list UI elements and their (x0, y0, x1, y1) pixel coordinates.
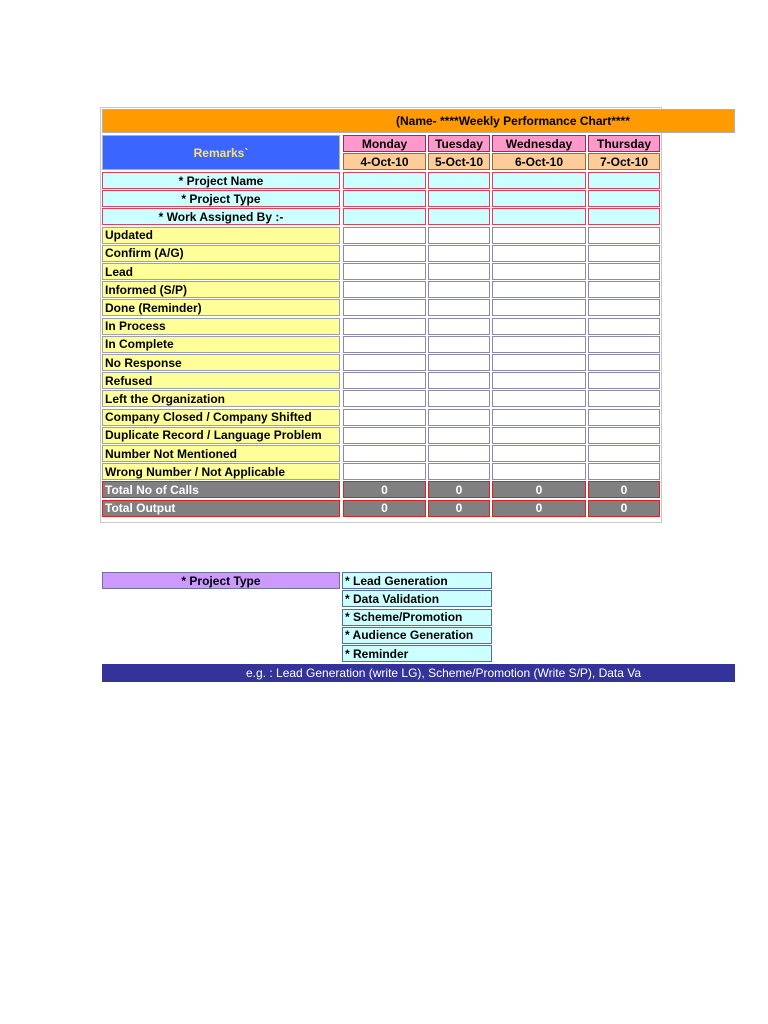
value-cell[interactable] (428, 372, 490, 389)
value-cell[interactable] (343, 372, 426, 389)
date-header: 4-Oct-10 (343, 153, 426, 170)
row-label: * Project Name (102, 172, 340, 189)
row-label: * Project Type (102, 190, 340, 207)
row-label: Lead (102, 263, 340, 280)
sheet-title: (Name- ****Weekly Performance Chart**** (396, 114, 630, 128)
row-label: Wrong Number / Not Applicable (102, 463, 340, 480)
value-cell[interactable] (588, 390, 660, 407)
value-cell[interactable] (588, 318, 660, 335)
value-cell[interactable] (588, 227, 660, 244)
value-cell[interactable] (343, 445, 426, 462)
project-type-option: * Audience Generation (342, 627, 492, 644)
value-cell[interactable] (588, 245, 660, 262)
value-cell[interactable] (343, 463, 426, 480)
row-label: Total No of Calls (102, 481, 340, 498)
row-label: Left the Organization (102, 390, 340, 407)
value-cell[interactable] (492, 281, 586, 298)
value-cell[interactable]: 0 (428, 481, 490, 498)
date-header: 5-Oct-10 (428, 153, 490, 170)
value-cell[interactable] (428, 245, 490, 262)
row-label: Refused (102, 372, 340, 389)
project-type-option: * Data Validation (342, 590, 492, 607)
value-cell[interactable] (343, 190, 426, 207)
value-cell[interactable] (343, 390, 426, 407)
value-cell[interactable] (588, 336, 660, 353)
row-label: Informed (S/P) (102, 281, 340, 298)
value-cell[interactable] (588, 190, 660, 207)
value-cell[interactable] (343, 336, 426, 353)
project-type-option: * Reminder (342, 645, 492, 662)
value-cell[interactable] (588, 463, 660, 480)
value-cell[interactable]: 0 (428, 500, 490, 517)
value-cell[interactable] (343, 409, 426, 426)
row-label: Duplicate Record / Language Problem (102, 427, 340, 444)
value-cell[interactable] (492, 427, 586, 444)
row-label: Company Closed / Company Shifted (102, 409, 340, 426)
day-header: Tuesday (428, 135, 490, 152)
value-cell[interactable] (428, 172, 490, 189)
value-cell[interactable] (428, 336, 490, 353)
value-cell[interactable] (428, 299, 490, 316)
row-label: No Response (102, 354, 340, 371)
value-cell[interactable] (492, 172, 586, 189)
value-cell[interactable] (492, 190, 586, 207)
value-cell[interactable] (343, 281, 426, 298)
value-cell[interactable] (492, 390, 586, 407)
value-cell[interactable] (492, 463, 586, 480)
day-header: Wednesday (492, 135, 586, 152)
value-cell[interactable] (492, 445, 586, 462)
value-cell[interactable] (428, 409, 490, 426)
value-cell[interactable] (343, 227, 426, 244)
value-cell[interactable] (343, 172, 426, 189)
value-cell[interactable] (428, 190, 490, 207)
value-cell[interactable] (492, 263, 586, 280)
project-type-label: * Project Type (102, 572, 340, 589)
value-cell[interactable] (428, 463, 490, 480)
footer-note: e.g. : Lead Generation (write LG), Scheme/Promotion (Write S/P), Data Va (102, 664, 735, 682)
value-cell[interactable] (428, 427, 490, 444)
value-cell[interactable] (343, 354, 426, 371)
value-cell[interactable] (428, 208, 490, 225)
value-cell[interactable] (492, 354, 586, 371)
date-header: 6-Oct-10 (492, 153, 586, 170)
value-cell[interactable]: 0 (588, 481, 660, 498)
value-cell[interactable] (428, 227, 490, 244)
row-label: Confirm (A/G) (102, 245, 340, 262)
value-cell[interactable] (343, 263, 426, 280)
row-label: * Work Assigned By :- (102, 208, 340, 225)
value-cell[interactable]: 0 (343, 481, 426, 498)
value-cell[interactable] (343, 427, 426, 444)
value-cell[interactable] (588, 299, 660, 316)
day-header: Thursday (588, 135, 660, 152)
row-label: Total Output (102, 500, 340, 517)
project-type-option: * Lead Generation (342, 572, 492, 589)
value-cell[interactable] (343, 299, 426, 316)
row-label: In Process (102, 318, 340, 335)
value-cell[interactable] (343, 208, 426, 225)
value-cell[interactable] (428, 445, 490, 462)
value-cell[interactable] (588, 208, 660, 225)
value-cell[interactable] (492, 299, 586, 316)
row-label: Done (Reminder) (102, 299, 340, 316)
value-cell[interactable] (428, 390, 490, 407)
value-cell[interactable] (588, 372, 660, 389)
value-cell[interactable] (428, 281, 490, 298)
value-cell[interactable] (428, 318, 490, 335)
value-cell[interactable] (588, 354, 660, 371)
value-cell[interactable]: 0 (588, 500, 660, 517)
project-type-option: * Scheme/Promotion (342, 609, 492, 626)
value-cell[interactable] (492, 227, 586, 244)
value-cell[interactable] (588, 427, 660, 444)
value-cell[interactable] (588, 172, 660, 189)
value-cell[interactable] (492, 409, 586, 426)
value-cell[interactable] (588, 281, 660, 298)
date-header: 7-Oct-10 (588, 153, 660, 170)
value-cell[interactable] (343, 245, 426, 262)
value-cell[interactable] (492, 372, 586, 389)
day-header: Monday (343, 135, 426, 152)
value-cell[interactable]: 0 (492, 500, 586, 517)
row-label: Number Not Mentioned (102, 445, 340, 462)
value-cell[interactable] (492, 318, 586, 335)
value-cell[interactable] (588, 409, 660, 426)
value-cell[interactable] (588, 445, 660, 462)
value-cell[interactable]: 0 (492, 481, 586, 498)
value-cell[interactable] (492, 208, 586, 225)
value-cell[interactable] (343, 318, 426, 335)
value-cell[interactable] (428, 263, 490, 280)
row-label: In Complete (102, 336, 340, 353)
value-cell[interactable] (588, 263, 660, 280)
row-label: Updated (102, 227, 340, 244)
value-cell[interactable] (492, 336, 586, 353)
value-cell[interactable] (492, 245, 586, 262)
value-cell[interactable]: 0 (343, 500, 426, 517)
remarks-header: Remarks` (102, 135, 340, 170)
value-cell[interactable] (428, 354, 490, 371)
